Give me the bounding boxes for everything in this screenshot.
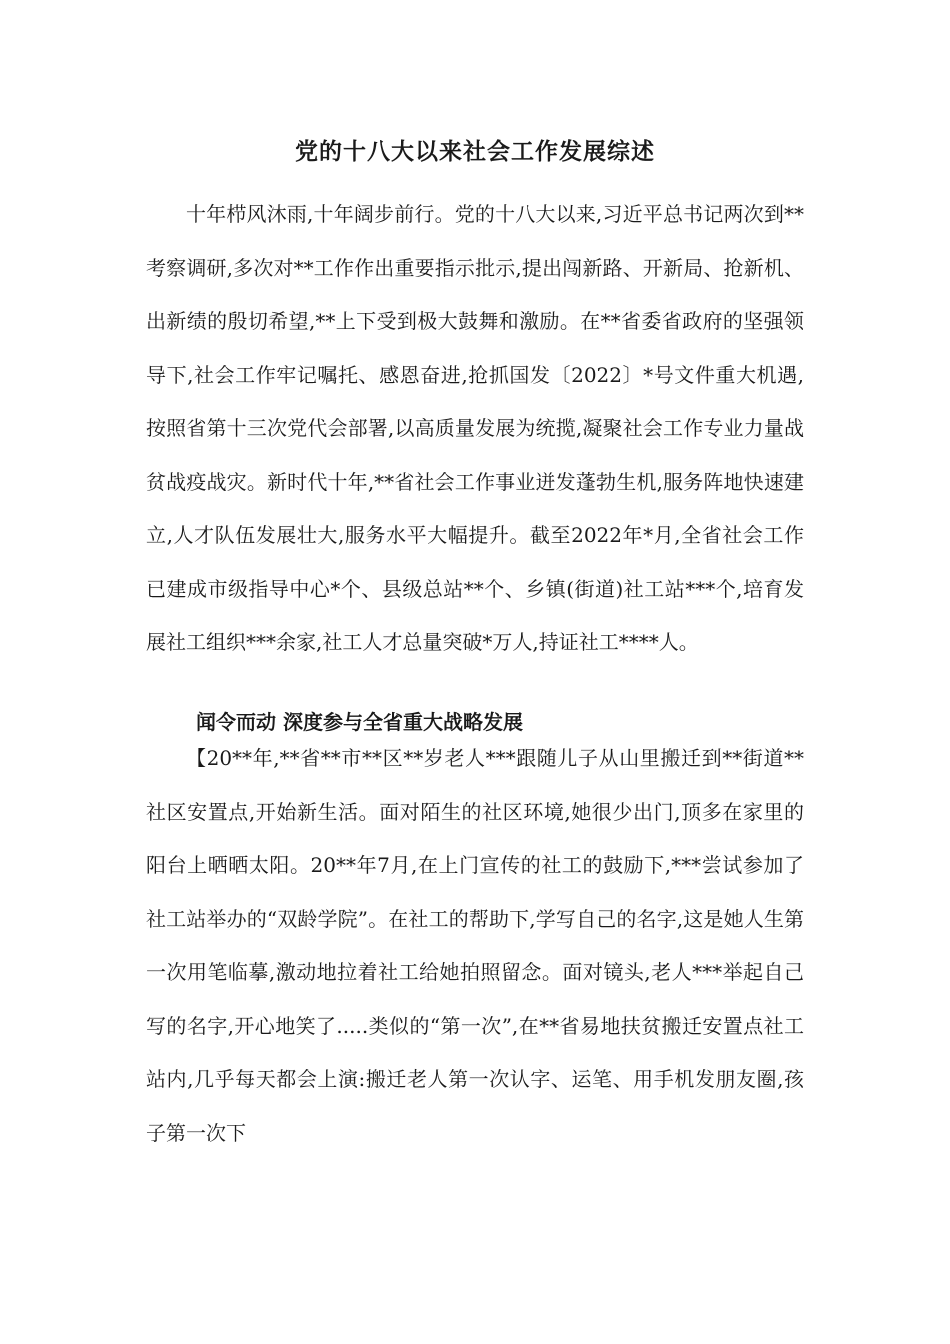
paragraph-story: 【20**年,**省**市**区**岁老人***跟随儿子从山里搬迁到**街道**社区安置点,开始新生活。面对陌生的社区环境,她很少出门,顶多在家里的阳台上晒晒太阳。20**年7月,在上门宣传的社工的鼓励下,***尝试参加了社工站举办的“双龄学院”。在社工的帮助下,学写自己的名字,这是她人生第一次用笔临摹,激动地拉着社工给她拍照留念。面对镜头,老人***举起自己写的名字,开心地笑了.....类似的“第一次”,在**省易地扶贫搬迁安置点社工站内,几乎每天都会上演:搬迁老人第一次认字、运笔、用手机发朋友圈,孩子第一次下 <box>146 746 804 1145</box>
paragraph-intro: 十年栉风沐雨,十年阔步前行。党的十八大以来,习近平总书记两次到**考察调研,多次对**工作作出重要指示批示,提出闯新路、开新局、抢新机、出新绩的殷切希望,**上下受到极大鼓舞和激励。在**省委省政府的坚强领导下,社会工作牢记嘱托、感恩奋进,抢抓国发〔2022〕*号文件重大机遇,按照省第十三次党代会部署,以高质量发展为统揽,凝聚社会工作专业力量战贫战疫战灾。新时代十年,**省社会工作事业迸发蓬勃生机,服务阵地快速建立,人才队伍发展壮大,服务水平大幅提升。截至2022年*月,全省社会工作已建成市级指导中心*个、县级总站**个、乡镇(街道)社工站***个,培育发展社工组织***余家,社工人才总量突破*万人,持证社工****人。 <box>146 202 804 654</box>
section-heading: 闻令而动 深度参与全省重大战略发展 <box>196 710 523 734</box>
document-title: 党的十八大以来社会工作发展综述 <box>295 138 655 165</box>
